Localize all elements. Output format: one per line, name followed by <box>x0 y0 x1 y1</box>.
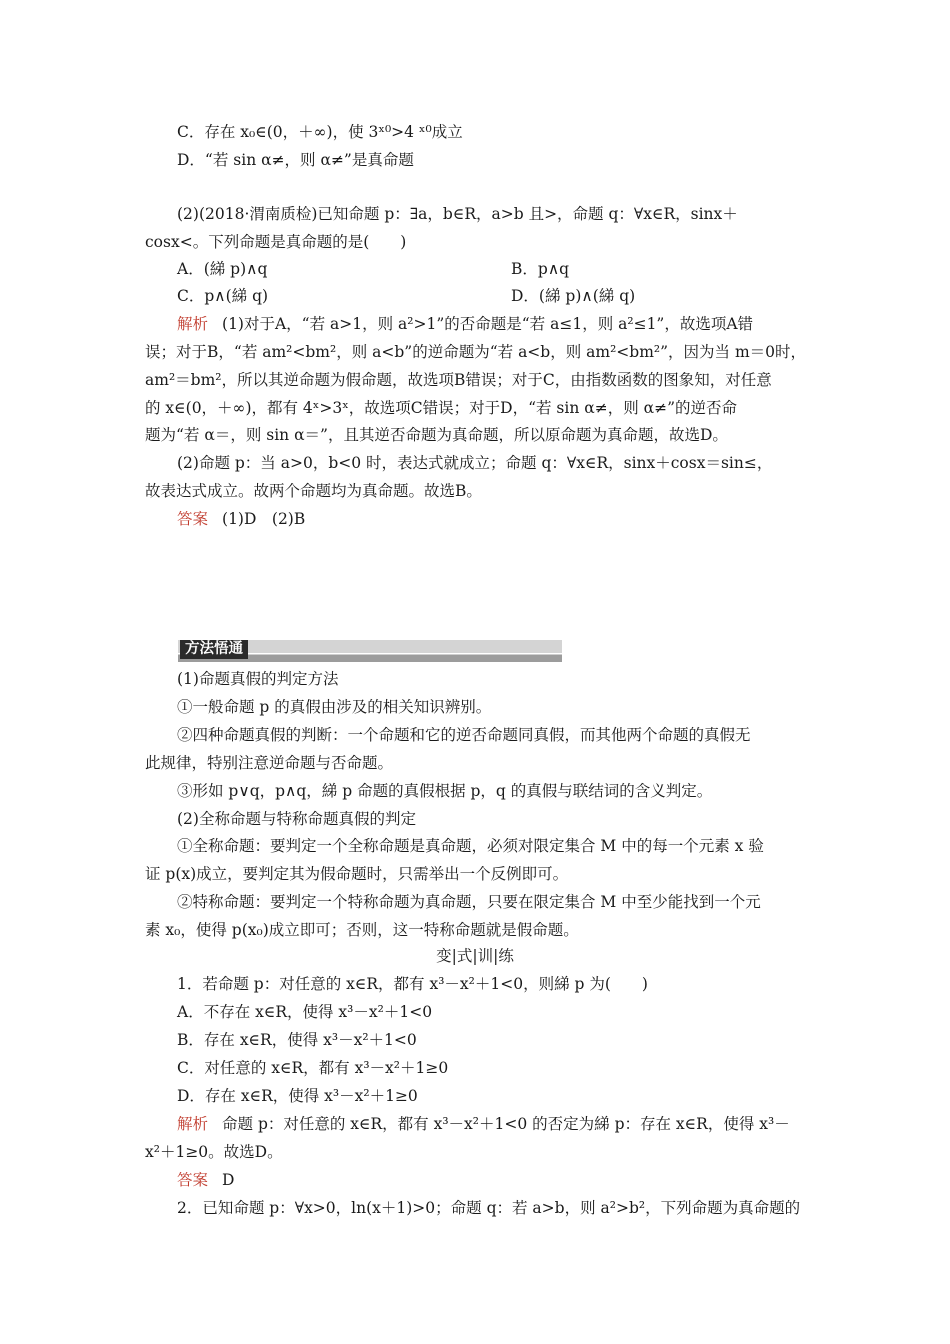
option-c-line: C．存在 x₀∈(0，＋∞)，使 3ˣ⁰>4 ˣ⁰成立 <box>177 123 463 141</box>
answer-tag: 答案 <box>177 510 209 528</box>
method-banner-label: 方法悟通 <box>180 640 248 659</box>
method-line-10: 素 x₀，使得 p(x₀)成立即可；否则，这一特称命题就是假命题。 <box>145 921 579 939</box>
q2-option-a: A．(綈 p)∧q <box>177 260 268 278</box>
method-banner <box>178 640 562 662</box>
method-line-6: (2)全称命题与特称命题真假的判定 <box>177 810 416 828</box>
method-line-3: ②四种命题真假的判断：一个命题和它的逆否命题同真假，而其他两个命题的真假无 <box>177 726 751 744</box>
method-line-5: ③形如 p∨q，p∧q，綈 p 命题的真假根据 p，q 的真假与联结词的含义判定。 <box>177 782 713 800</box>
question-2-stem: (2)(2018·渭南质检)已知命题 p：∃a，b∈R，a>b 且>，命题 q：∀x∈R，sinx＋ <box>177 205 738 223</box>
method-line-2: ①一般命题 p 的真假由涉及的相关知识辨别。 <box>177 698 492 716</box>
question-2-stem-cont: cosx<。下列命题是真命题的是( ) <box>145 233 407 251</box>
analysis-1-line-1 <box>177 313 753 335</box>
method-line-8: 证 p(x)成立，要判定其为假命题时，只需举出一个反例即可。 <box>145 865 569 883</box>
method-line-4: 此规律，特别注意逆命题与否命题。 <box>145 754 394 772</box>
practice-option-a: A．不存在 x∈R，使得 x³－x²＋1<0 <box>177 1003 433 1021</box>
q2-option-b: B．p∧q <box>511 260 570 278</box>
q2-option-c: C．p∧(綈 q) <box>177 287 269 305</box>
practice-title: 变|式|训|练 <box>436 947 514 965</box>
answer-text: (1)D (2)B <box>222 510 306 528</box>
practice-option-b: B．存在 x∈R，使得 x³－x²＋1<0 <box>177 1031 417 1049</box>
analysis-tag: 解析 <box>177 315 209 333</box>
analysis-1-line-6: (2)命题 p：当 a>0，b<0 时，表达式就成立；命题 q：∀x∈R，sinx＋cosx＝sin≤， <box>177 454 773 472</box>
analysis-text: (1)对于A，“若 a>1，则 a²>1”的否命题是“若 a≤1，则 a²≤1”，故选项A错 <box>222 315 754 333</box>
analysis-1-line-3: am²＝bm²，所以其逆命题为假命题，故选项B错误；对于C，由指数函数的图象知，对任意 <box>145 371 772 389</box>
analysis-1-line-2: 误；对于B，“若 am²<bm²，则 a<b”的逆命题为“若 a<b，则 am²<bm²”，因为当 m＝0时， <box>145 343 807 361</box>
practice-question-2: 2．已知命题 p：∀x>0，ln(x＋1)>0；命题 q：若 a>b，则 a²>b²，下列命题为真命题的 <box>177 1199 801 1217</box>
answer-1 <box>177 508 305 530</box>
method-line-7: ①全称命题：要判定一个全称命题是真命题，必须对限定集合 M 中的每一个元素 x 验 <box>177 837 764 855</box>
option-d-line: D．“若 sin α≠，则 α≠”是真命题 <box>177 151 414 169</box>
practice-option-d: D．存在 x∈R，使得 x³－x²＋1≥0 <box>177 1087 418 1105</box>
analysis-1-line-5: 题为“若 α＝，则 sin α＝”，且其逆否命题为真命题，所以原命题为真命题，故选D。 <box>145 426 728 444</box>
practice-analysis-line-1 <box>177 1113 790 1135</box>
q2-option-d: D．(綈 p)∧(綈 q) <box>511 287 636 305</box>
practice-answer <box>177 1169 234 1191</box>
method-line-9: ②特称命题：要判定一个特称命题为真命题，只要在限定集合 M 中至少能找到一个元 <box>177 893 761 911</box>
practice-question-1: 1．若命题 p：对任意的 x∈R，都有 x³－x²＋1<0，则綈 p 为( ) <box>177 975 648 993</box>
analysis-tag: 解析 <box>177 1115 209 1133</box>
practice-analysis-line-2: x²＋1≥0。故选D。 <box>145 1143 283 1161</box>
answer-text: D <box>222 1171 235 1189</box>
method-line-1: (1)命题真假的判定方法 <box>177 670 339 688</box>
analysis-1-line-4: 的 x∈(0，＋∞)，都有 4ˣ>3ˣ，故选项C错误；对于D，“若 sin α≠，则 α≠”的逆否命 <box>145 399 738 417</box>
analysis-1-line-7: 故表达式成立。故两个命题均为真命题。故选B。 <box>145 482 482 500</box>
analysis-text: 命题 p：对任意的 x∈R，都有 x³－x²＋1<0 的否定为綈 p：存在 x∈R，使得 x³－ <box>222 1115 790 1133</box>
answer-tag: 答案 <box>177 1171 209 1189</box>
practice-option-c: C．对任意的 x∈R，都有 x³－x²＋1≥0 <box>177 1059 449 1077</box>
